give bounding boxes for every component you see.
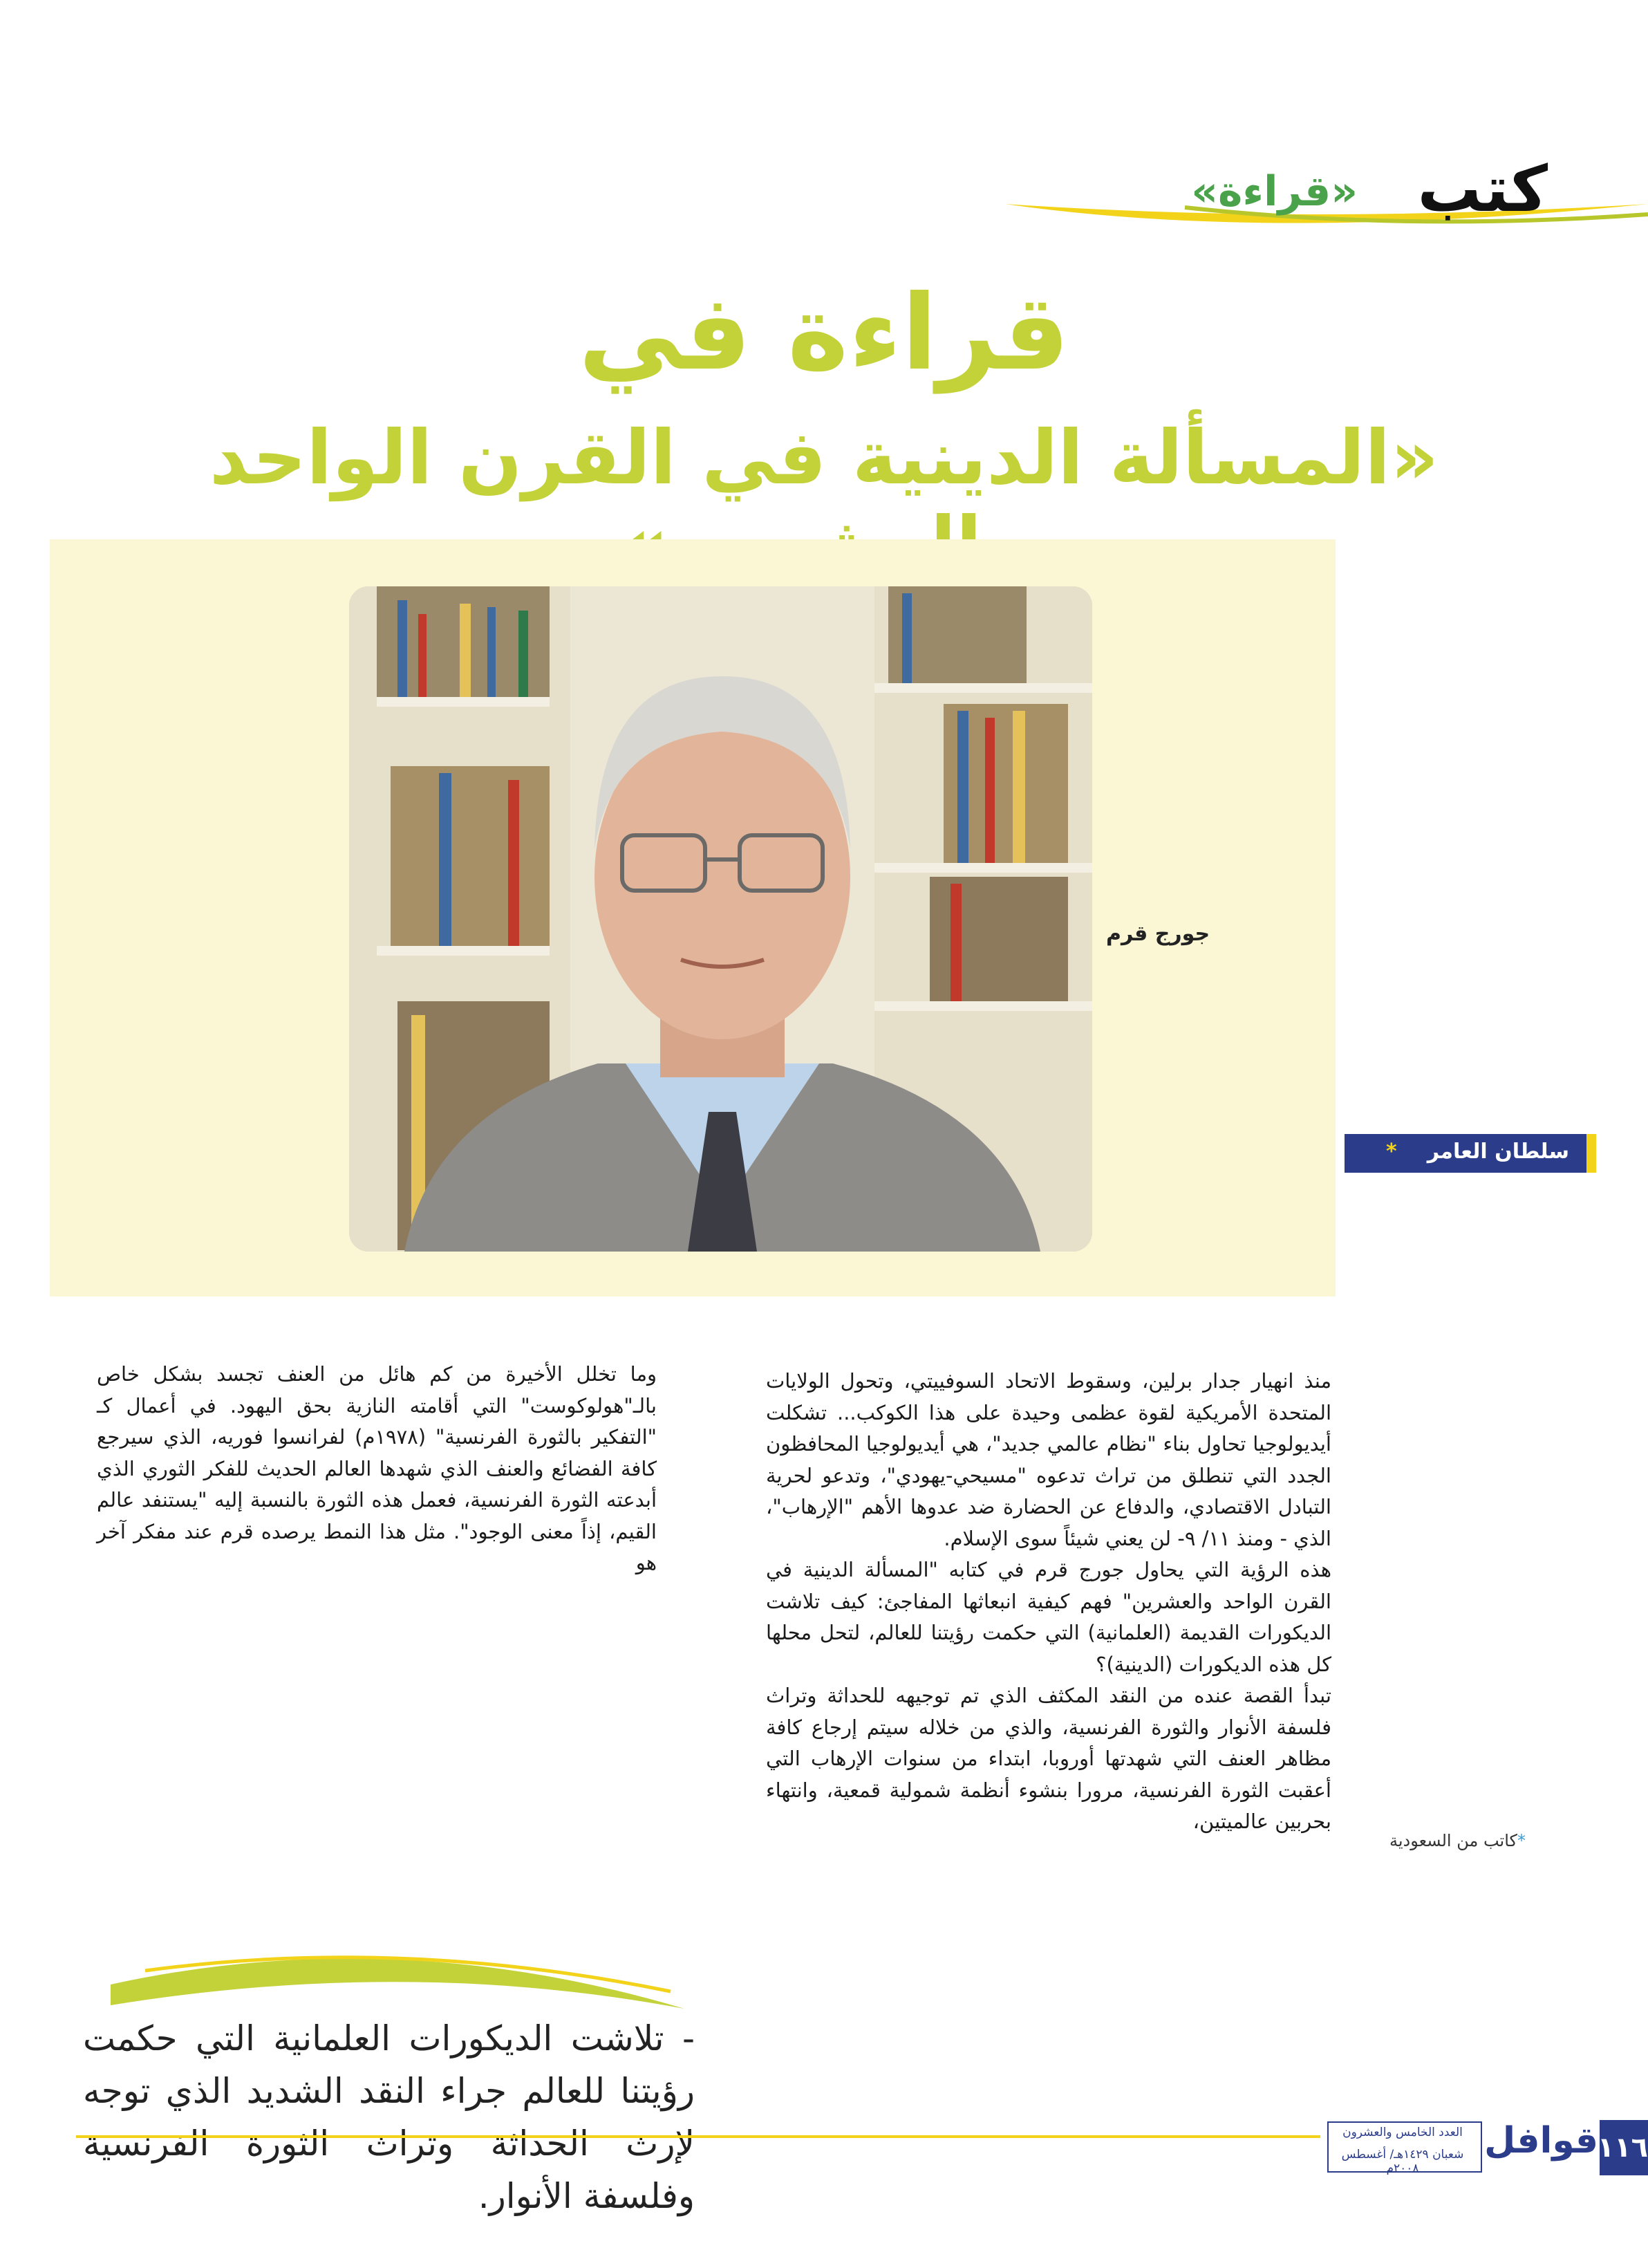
magazine-logo: قوافل xyxy=(1484,2120,1598,2162)
author-tag xyxy=(1345,1134,1586,1173)
issue-number: العدد الخامس والعشرون xyxy=(1342,2126,1463,2139)
bio-marker: * xyxy=(1517,1831,1526,1850)
issue-date: شعبان ١٤٢٩هـ/ أغسطس ٢٠٠٨م xyxy=(1341,2148,1464,2175)
footer-rule xyxy=(76,2135,1320,2138)
author-name: سلطان العامر xyxy=(1427,1140,1569,1164)
paragraph: وما تخلل الأخيرة من كم هائل من العنف تجسد بشكل خاص بالـ"هولوكوست" التي أقامته النازية بحق اليهود. في أعمال كـ "التفكير بالثورة الفرنسية" (١٩٧٨م) لفرانسوا فوريه، الذي سيرجع كافة الفضائع والعنف الذي شهدها العالم الحديث للفكر الثوري الذي أبدعته الثورة الفرنسية، فعمل هذه الثورة بالنسبة إليه "يستنفد عالم القيم، إذاً معنى الوجود". مثل هذا النمط يرصده قرم عند مفكر آخر هو xyxy=(97,1362,657,1574)
article-subtitle: «المسألة الدينية في القرن الواحد xyxy=(209,415,1439,501)
section-label: كتب xyxy=(1417,152,1548,226)
issue-info xyxy=(1327,2121,1482,2173)
paragraph: منذ انهيار جدار برلين، وسقوط الاتحاد السوفييتي، وتحول الولايات المتحدة الأمريكية لقوة عظمى وحيدة على هذا الكوكب... تشكلت أيديولوجيا تحاول بناء "نظام عالمي جديد"، هي أيديولوجيا المحافظون الجدد التي تنطلق من تراث تدعوه "مسيحي-يهودي"، وتدعو لحرية التبادل الاقتصادي، والدفاع عن الحضارة ضد عدوها الأهم "الإرهاب"، الذي - ومنذ ١١/ ٩- لن يعني شيئاً سوى الإسلام. xyxy=(766,1369,1331,1550)
photo-caption: جورج قرم xyxy=(1106,922,1210,946)
author-marker: * xyxy=(1386,1140,1397,1164)
author-bio-note xyxy=(1389,1831,1526,1850)
author-bio: كاتب من السعودية xyxy=(1389,1831,1517,1850)
article-column-right xyxy=(766,1366,1331,1838)
author-tag-accent xyxy=(1586,1134,1596,1173)
section-sublabel: «قراءة» xyxy=(1191,167,1358,216)
paragraph: هذه الرؤية التي يحاول جورج قرم في كتابه "المسألة الدينية في القرن الواحد والعشرين" فهم كيفية انبعاثها المفاجئ: كيف تلاشت الديكورات القديمة (العلمانية) التي حكمت رؤيتنا للعالم، لتحل محلها كل هذه الديكورات (الدينية)؟ xyxy=(766,1558,1331,1676)
quote-swoosh xyxy=(104,1943,691,2019)
footer xyxy=(1329,2116,1648,2175)
article-column-left xyxy=(97,1359,657,1579)
author-photo xyxy=(349,586,1092,1252)
section-header xyxy=(922,138,1648,242)
page-number: ١١٦ xyxy=(1600,2120,1648,2175)
paragraph: تبدأ القصة عنده من النقد المكثف الذي تم توجيهه للحداثة وتراث فلسفة الأنوار والثورة الفرنسية، والذي من خلاله سيتم إرجاع كافة مظاهر العنف التي شهدتها أوروبا، ابتداء من سنوات الإرهاب التي أعقبت الثورة الفرنسية، مرورا بنشوء أنظمة شمولية قمعية، وانتهاء بحربين عالميتين، xyxy=(766,1684,1331,1833)
pull-quote: - تلاشت الديكورات العلمانية التي حكمت رؤيتنا للعالم جراء النقد الشديد الذي توجه لإرث الحداثة وتراث الثورة الفرنسية وفلسفة الأنوار. xyxy=(83,2018,695,2216)
article-title: قراءة في xyxy=(578,273,1070,393)
portrait-illustration xyxy=(349,586,1092,1252)
